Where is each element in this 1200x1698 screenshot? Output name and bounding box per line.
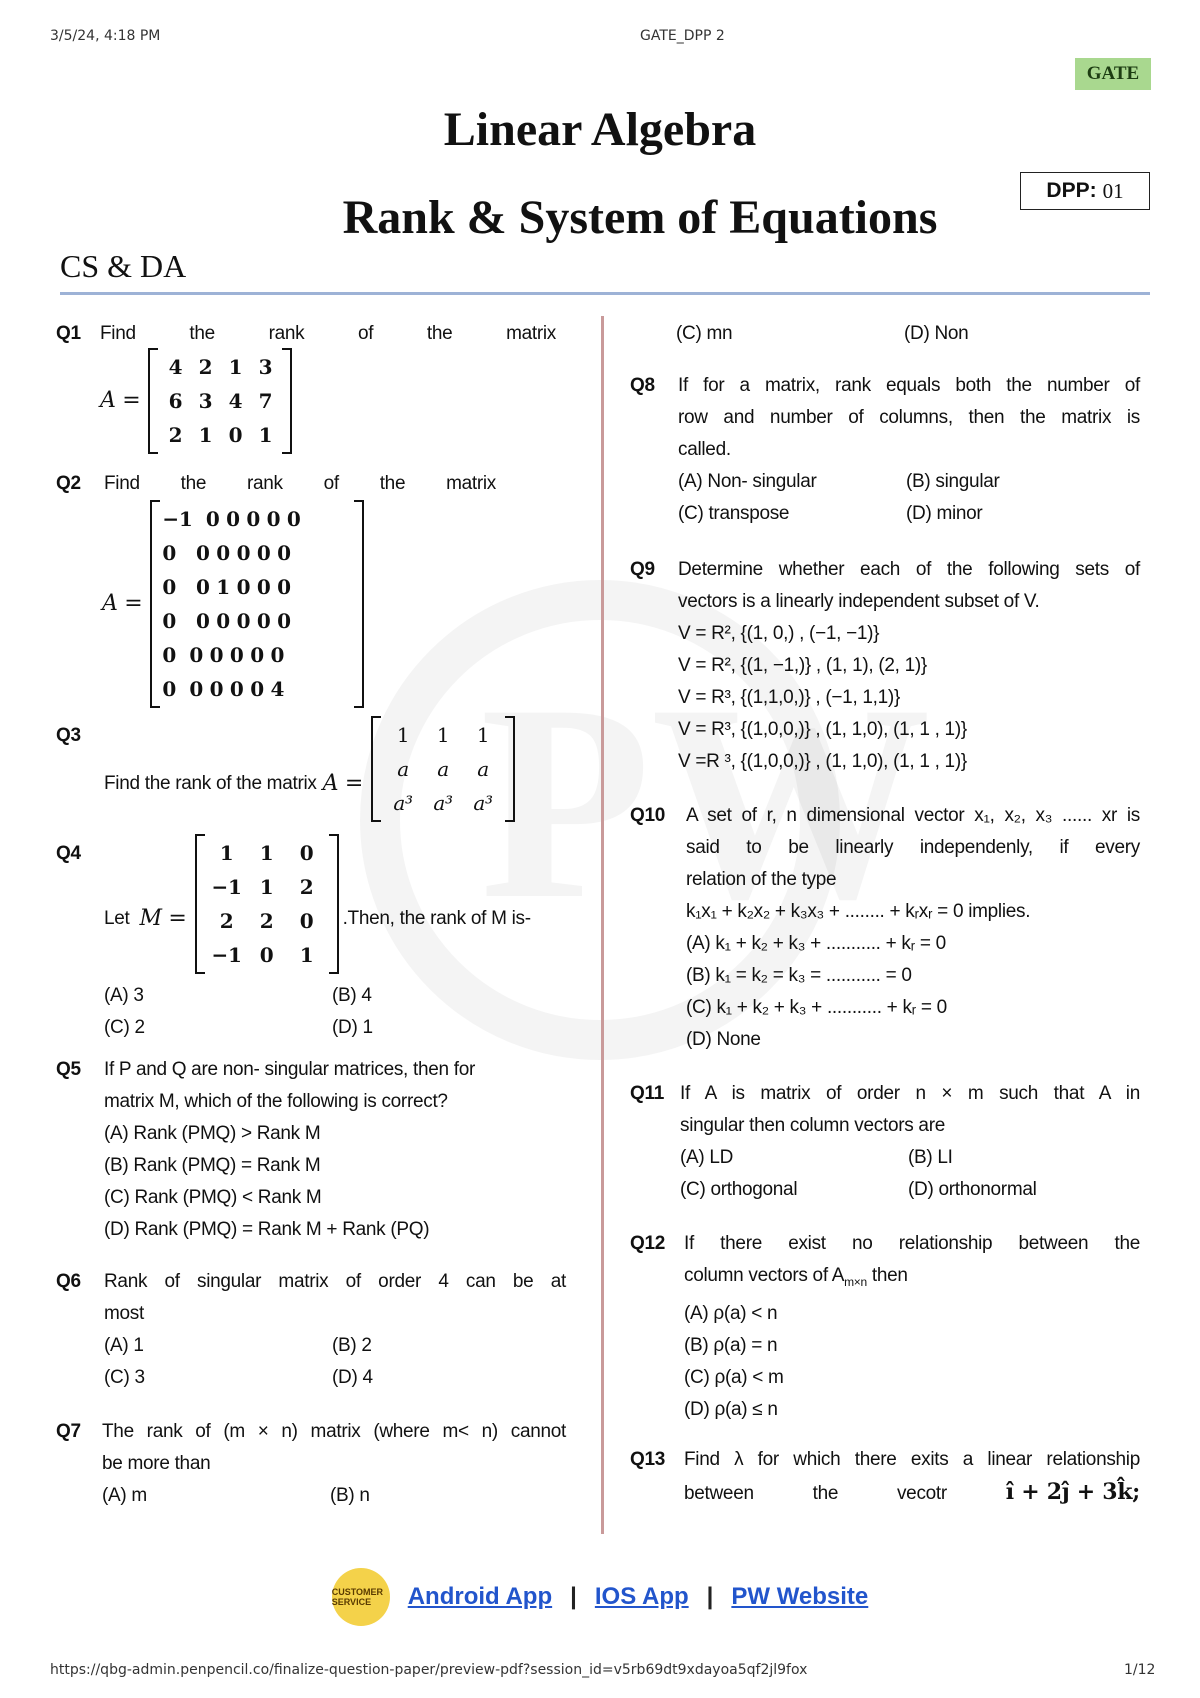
- matrix-cell: 2: [219, 909, 234, 933]
- option[interactable]: (B) 4: [332, 985, 372, 1006]
- matrix-cell: a³: [473, 791, 493, 815]
- print-datetime: 3/5/24, 4:18 PM: [50, 28, 161, 44]
- question-text: If A is matrix of order n × m such that A in: [680, 1083, 1140, 1104]
- matrix-cell: a³: [393, 791, 413, 815]
- dpp-label: DPP:: [1046, 179, 1097, 202]
- matrix-lhs: M =: [139, 906, 187, 931]
- matrix-cell: 0: [259, 943, 274, 967]
- option[interactable]: (B) n: [330, 1485, 370, 1506]
- options: [102, 1480, 566, 1512]
- question-text: singular then column vectors are: [680, 1115, 945, 1136]
- question-text: If for a matrix, rank equals both the number of: [678, 375, 1140, 396]
- option[interactable]: (C) transpose: [678, 503, 790, 524]
- question-q7: [56, 1416, 566, 1512]
- question-number: Q9: [630, 559, 655, 580]
- list-item: V = R³, {(1,0,0,)} , (1, 1,0), (1, 1 , 1)}: [678, 719, 967, 740]
- question-number: Q11: [630, 1083, 664, 1104]
- options: [104, 980, 576, 1044]
- option[interactable]: (D) Rank (PMQ) = Rank M + Rank (PQ): [104, 1219, 430, 1240]
- question-text: [684, 1260, 1140, 1298]
- option[interactable]: (A) 3: [104, 985, 144, 1006]
- matrix-cell: a: [477, 757, 489, 781]
- question-text: The rank of (m × n) matrix (where m< n) cannot: [102, 1421, 566, 1442]
- matrix-row: 0 0 1 0 0 0: [162, 575, 291, 599]
- question-text: Find the rank of the matrix: [100, 323, 556, 344]
- separator: |: [706, 1583, 714, 1610]
- pw-website-link[interactable]: PW Website: [731, 1583, 869, 1610]
- matrix-cell: a: [397, 757, 409, 781]
- option[interactable]: (C) k₁ + k₂ + k₃ + ........... + kᵣ = 0: [686, 997, 947, 1018]
- question-text: said to be linearly independenly, if every: [686, 837, 1140, 858]
- page-subtitle: Rank & System of Equations: [342, 191, 938, 244]
- matrix-q4: [195, 834, 339, 974]
- matrix-row: 0 0 0 0 0 0: [162, 643, 285, 667]
- question-text: row and number of columns, then the matrix is: [678, 407, 1140, 428]
- question-number: Q7: [56, 1421, 81, 1442]
- question-number: Q12: [630, 1233, 666, 1254]
- question-text: .Then, the rank of M is-: [342, 908, 531, 929]
- question-number: Q8: [630, 375, 655, 396]
- question-q2: [56, 468, 496, 708]
- option[interactable]: (D) None: [686, 1029, 761, 1050]
- matrix-q3: [371, 716, 515, 822]
- list-item: V =R ³, {(1,0,0,)} , (1, 1,0), (1, 1 , 1)}: [678, 751, 967, 772]
- matrix-cell: 4: [228, 389, 243, 413]
- android-app-link[interactable]: Android App: [407, 1583, 553, 1610]
- matrix-cell: 1: [436, 723, 450, 747]
- question-number: Q13: [630, 1449, 666, 1470]
- option[interactable]: (A) k₁ + k₂ + k₃ + ........... + kᵣ = 0: [686, 933, 946, 954]
- option[interactable]: (C) orthogonal: [680, 1179, 798, 1200]
- option[interactable]: (D) orthonormal: [908, 1179, 1037, 1200]
- matrix-cell: 3: [198, 389, 213, 413]
- matrix-cell: 1: [299, 943, 314, 967]
- dpp-box: [1020, 172, 1150, 210]
- question-text: called.: [678, 439, 731, 460]
- matrix-cell: 1: [396, 723, 410, 747]
- question-text: Rank of singular matrix of order 4 can be at: [104, 1271, 566, 1292]
- question-text: Find λ for which there exits a linear relationship: [684, 1449, 1140, 1470]
- option[interactable]: (A) 1: [104, 1335, 144, 1356]
- matrix-cell: 0: [228, 423, 243, 447]
- option[interactable]: (B) k₁ = k₂ = k₃ = ........... = 0: [686, 965, 912, 986]
- option[interactable]: (A) m: [102, 1485, 147, 1506]
- matrix-cell: 3: [258, 355, 273, 379]
- question-text: Find the rank of the matrix: [104, 473, 496, 494]
- option[interactable]: (A) Rank (PMQ) > Rank M: [104, 1123, 321, 1144]
- matrix-cell: 0: [299, 841, 314, 865]
- question-text: Determine whether each of the following sets of: [678, 559, 1140, 580]
- course-label: CS & DA: [60, 248, 187, 284]
- question-q8: [630, 370, 1140, 530]
- matrix-cell: a³: [433, 791, 453, 815]
- options: [678, 466, 1140, 530]
- matrix-cell: 2: [259, 909, 274, 933]
- matrix-cell: a: [437, 757, 449, 781]
- print-tab-title: GATE_DPP 2: [640, 28, 725, 44]
- matrix-cell: 1: [259, 841, 274, 865]
- matrix-cell: −1: [211, 875, 242, 899]
- matrix-cell: 1: [258, 423, 273, 447]
- question-text: matrix M, which of the following is correct?: [104, 1091, 448, 1112]
- print-page-count: 1/12: [1124, 1662, 1156, 1678]
- question-text: vectors is a linearly independent subset of V.: [678, 591, 1040, 612]
- option[interactable]: (C) ρ(a) < m: [684, 1366, 784, 1388]
- question-q3: [56, 716, 556, 822]
- question-text-part: then: [866, 1265, 908, 1286]
- list-item: V = R², {(1, −1,)} , (1, 1), (2, 1)}: [678, 655, 927, 676]
- question-q1: [56, 318, 556, 454]
- question-q13: [630, 1444, 1140, 1510]
- question-text: be more than: [102, 1453, 211, 1474]
- question-q5: [56, 1054, 566, 1246]
- option[interactable]: (A) LD: [680, 1147, 734, 1168]
- question-text: If P and Q are non- singular matrices, then for: [104, 1059, 476, 1080]
- page-title: Linear Algebra: [443, 103, 757, 156]
- matrix-row: 0 0 0 0 0 4: [162, 677, 285, 701]
- option[interactable]: (C) Rank (PMQ) < Rank M: [104, 1187, 322, 1208]
- matrix-lhs: A =: [322, 771, 364, 796]
- option[interactable]: (D) Non: [904, 323, 969, 344]
- dpp-number: 01: [1102, 178, 1124, 203]
- question-q12: [630, 1228, 1140, 1426]
- matrix-cell: −1: [211, 943, 242, 967]
- option[interactable]: (B) ρ(a) = n: [684, 1334, 778, 1356]
- option[interactable]: (C) 2: [104, 1017, 145, 1038]
- matrix-cell: 1: [259, 875, 274, 899]
- option[interactable]: (D) minor: [906, 503, 983, 524]
- matrix-lhs: A =: [100, 388, 141, 413]
- question-text: most: [104, 1303, 144, 1324]
- option[interactable]: (A) Non- singular: [678, 471, 817, 492]
- matrix-q2: [150, 500, 364, 708]
- question-q9: [630, 554, 1140, 778]
- word: between: [684, 1483, 754, 1504]
- matrix-row: 0 0 0 0 0 0: [162, 541, 291, 565]
- question-number: Q3: [56, 725, 81, 746]
- separator: |: [570, 1583, 577, 1610]
- option[interactable]: (D) 4: [332, 1367, 373, 1388]
- print-url: https://qbg-admin.penpencil.co/finalize-question-paper/preview-pdf?session_id=v5rb69dt9xdayoa5qf2jl9fox: [50, 1662, 808, 1678]
- question-text: relation of the type: [686, 869, 837, 890]
- matrix-row: −1 0 0 0 0 0: [162, 507, 301, 531]
- matrix-cell: 1: [198, 423, 213, 447]
- question-q10: [630, 800, 1140, 1056]
- question-number: Q5: [56, 1059, 81, 1080]
- options: [680, 1142, 1140, 1206]
- option[interactable]: (B) singular: [906, 471, 1000, 492]
- question-text-part: column vectors of A: [684, 1265, 845, 1286]
- question-number: Q1: [56, 323, 81, 344]
- option[interactable]: (B) 2: [332, 1335, 372, 1356]
- question-text: k₁x₁ + k₂x₂ + k₃x₃ + ........ + kᵣxᵣ = 0 implies.: [686, 901, 1031, 922]
- question-q11: [630, 1078, 1140, 1206]
- question-number: Q4: [56, 843, 81, 864]
- question-text: Find the rank of the matrix: [104, 773, 317, 794]
- matrix-row: 0 0 0 0 0 0: [162, 609, 291, 633]
- gate-badge: GATE: [1075, 58, 1151, 90]
- subscript: m×n: [844, 1274, 867, 1289]
- matrix-cell: 1: [476, 723, 490, 747]
- matrix-q1: [148, 348, 292, 454]
- option[interactable]: (A) ρ(a) < n: [684, 1302, 778, 1324]
- list-item: V = R³, {(1,1,0,)} , (−1, 1,1)}: [678, 687, 900, 708]
- question-number: Q10: [630, 805, 666, 826]
- options: [104, 1330, 566, 1394]
- matrix-cell: 2: [198, 355, 213, 379]
- header-divider: [60, 292, 1150, 295]
- question-text: If there exist no relationship between the: [684, 1233, 1140, 1254]
- matrix-cell: 4: [168, 355, 183, 379]
- matrix-cell: 7: [258, 389, 273, 413]
- word: the: [812, 1483, 839, 1504]
- question-text: Let: [104, 908, 130, 929]
- vector-expression: î + 2ĵ + 3k̂;: [1005, 1479, 1140, 1505]
- option[interactable]: (B) Rank (PMQ) = Rank M: [104, 1155, 321, 1176]
- option[interactable]: (C) 3: [104, 1367, 145, 1388]
- ios-app-link[interactable]: IOS App: [594, 1583, 689, 1610]
- question-q6: [56, 1266, 566, 1394]
- word: vecotr: [896, 1483, 947, 1504]
- footer-links: [0, 1568, 1200, 1626]
- column-divider: [601, 316, 604, 1534]
- matrix-cell: 1: [219, 841, 234, 865]
- options-q7-continued: [676, 318, 1132, 350]
- customer-service-logo: CUSTOMER SERVICE: [332, 1568, 390, 1626]
- question-number: Q2: [56, 473, 81, 494]
- matrix-cell: 0: [299, 909, 314, 933]
- list-item: V = R², {(1, 0,) , (−1, −1)}: [678, 623, 880, 644]
- matrix-cell: 2: [168, 423, 183, 447]
- question-text: A set of r, n dimensional vector x₁, x₂, x₃ ...... xr is: [686, 805, 1140, 826]
- option[interactable]: (D) ρ(a) ≤ n: [684, 1398, 778, 1420]
- matrix-cell: 1: [228, 355, 243, 379]
- matrix-lhs: A =: [102, 591, 143, 616]
- question-number: Q6: [56, 1271, 81, 1292]
- question-text-line: [684, 1476, 1140, 1510]
- matrix-cell: 2: [299, 875, 314, 899]
- option[interactable]: (D) 1: [332, 1017, 373, 1038]
- question-q4: [56, 834, 576, 1044]
- option[interactable]: (B) LI: [908, 1147, 953, 1168]
- option[interactable]: (C) mn: [676, 323, 733, 344]
- matrix-cell: 6: [168, 389, 183, 413]
